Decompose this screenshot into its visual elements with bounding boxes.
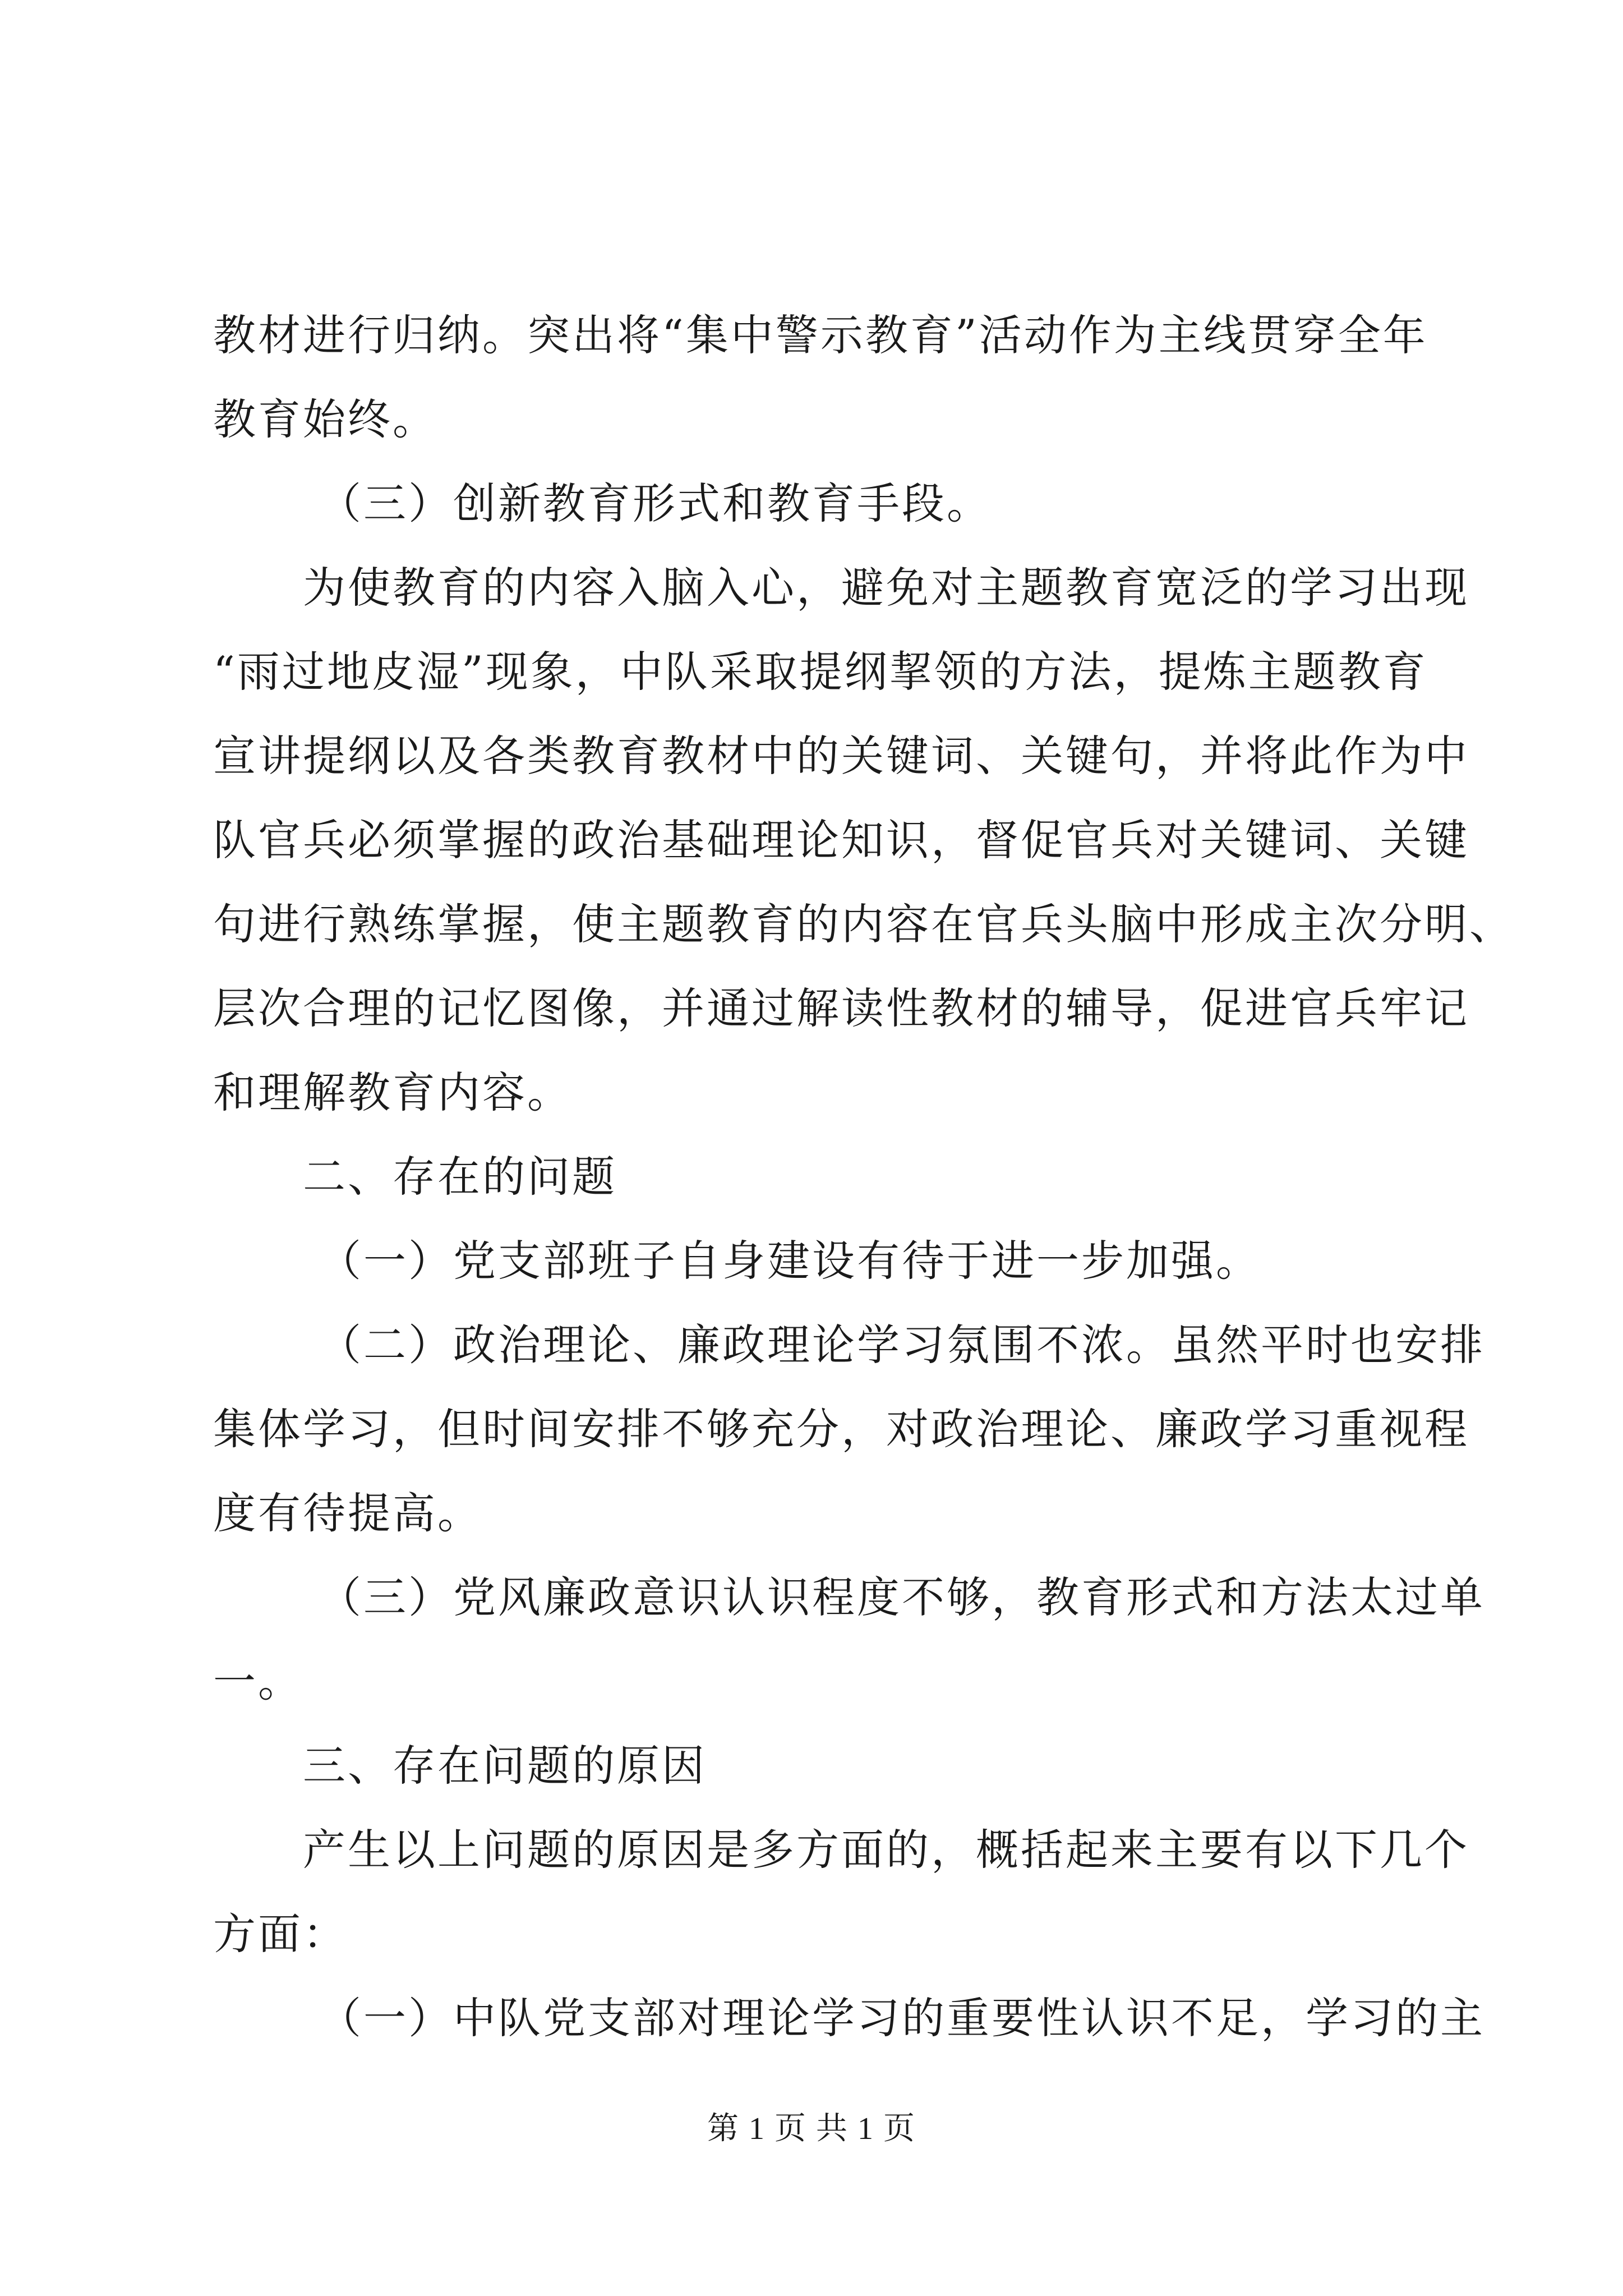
section-heading: 三、存在问题的原因 [303,1741,707,1791]
section-subheading: （三）创新教育形式和教育手段。 [319,478,992,528]
section-heading: 二、存在的问题 [303,1152,617,1202]
paragraph-start-line: （一）中队党支部对理论学习的重要性认识不足，学习的主 [319,1993,1485,2043]
paragraph-start-line: （三）党风廉政意识认识程度不够，教育形式和方法太过单 [319,1572,1485,1622]
body-text-line: 度有待提高。 [213,1488,482,1538]
body-text-line: 宣讲提纲以及各类教育教材中的关键词、关键句，并将此作为中 [213,731,1469,781]
paragraph-start-line: 为使教育的内容入脑入心，避免对主题教育宽泛的学习出现 [303,563,1469,613]
paragraph-start-line: （二）政治理论、廉政理论学习氛围不浓。虽然平时也安排 [319,1320,1485,1370]
body-text-line: “雨过地皮湿”现象，中队采取提纲挈领的方法，提炼主题教育 [213,647,1428,697]
body-text-line: 教育始终。 [213,394,437,444]
body-text-line: 教材进行归纳。突出将“集中警示教育”活动作为主线贯穿全年 [213,310,1428,360]
body-text-line: 集体学习，但时间安排不够充分，对政治理论、廉政学习重视程 [213,1404,1469,1454]
body-text-line: 句进行熟练掌握，使主题教育的内容在官兵头脑中形成主次分明、 [213,899,1514,949]
body-text-line: 方面： [213,1909,348,1959]
body-text-line: 队官兵必须掌握的政治基础理论知识，督促官兵对关键词、关键 [213,815,1469,865]
section-subheading: （一）党支部班子自身建设有待于进一步加强。 [319,1236,1261,1286]
page-number-footer: 第 1 页 共 1 页 [707,2111,916,2146]
paragraph-start-line: 产生以上问题的原因是多方面的，概括起来主要有以下几个 [303,1825,1469,1875]
body-text-line: 和理解教育内容。 [213,1068,572,1117]
body-text-line: 一。 [213,1657,303,1706]
body-text-line: 层次合理的记忆图像，并通过解读性教材的辅导，促进官兵牢记 [213,983,1469,1033]
